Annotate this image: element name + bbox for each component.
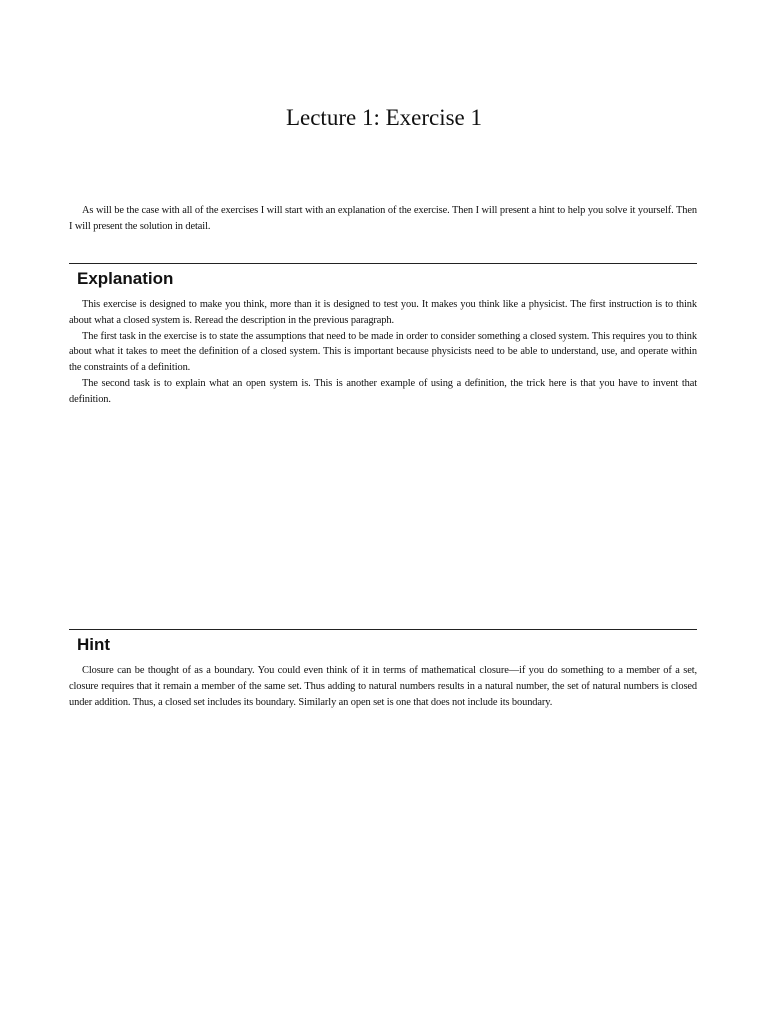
explanation-body: [69, 297, 697, 408]
hint-section: [69, 629, 697, 710]
section-heading-hint: Hint: [77, 635, 111, 654]
hint-paragraph-1: Closure can be thought of as a boundary. You could even think of it in terms of mathematical closure—if you do something to a member of a set, closure requires that it remain a member of the same set. Thus adding to natural numbers results in a natural number, the set of natural numbers is closed under addition. Thus, a closed set includes its boundary. Similarly an open set is one that does not include its boundary.: [69, 665, 697, 708]
explanation-paragraph-3: The second task is to explain what an open system is. This is another example of using a definition, the trick here is that you have to invent that definition.: [69, 377, 697, 405]
hint-body: [69, 663, 697, 710]
intro-paragraph: As will be the case with all of the exercises I will start with an explanation of the exercise. Then I will present a hint to help you solve it yourself. Then I will present the solution in detail.: [69, 205, 697, 232]
explanation-section: [69, 263, 697, 408]
section-divider: [69, 263, 697, 264]
page-title: Lecture 1: Exercise 1: [285, 105, 483, 130]
section-heading-explanation: Explanation: [77, 269, 174, 288]
intro-block: [69, 203, 697, 235]
explanation-paragraph-2: The first task in the exercise is to state the assumptions that need to be made in order to consider something a closed system. This requires you to think about what it takes to meet the definition of a closed system. This is important because physicists need to be able to understand, use, and operate within the constraints of a definition.: [69, 330, 697, 374]
explanation-paragraph-1: This exercise is designed to make you think, more than it is designed to test you. It makes you think like a physicist. The first instruction is to think about what a closed system is. Reread the description in the previous paragraph.: [69, 299, 697, 326]
section-divider: [69, 629, 697, 630]
